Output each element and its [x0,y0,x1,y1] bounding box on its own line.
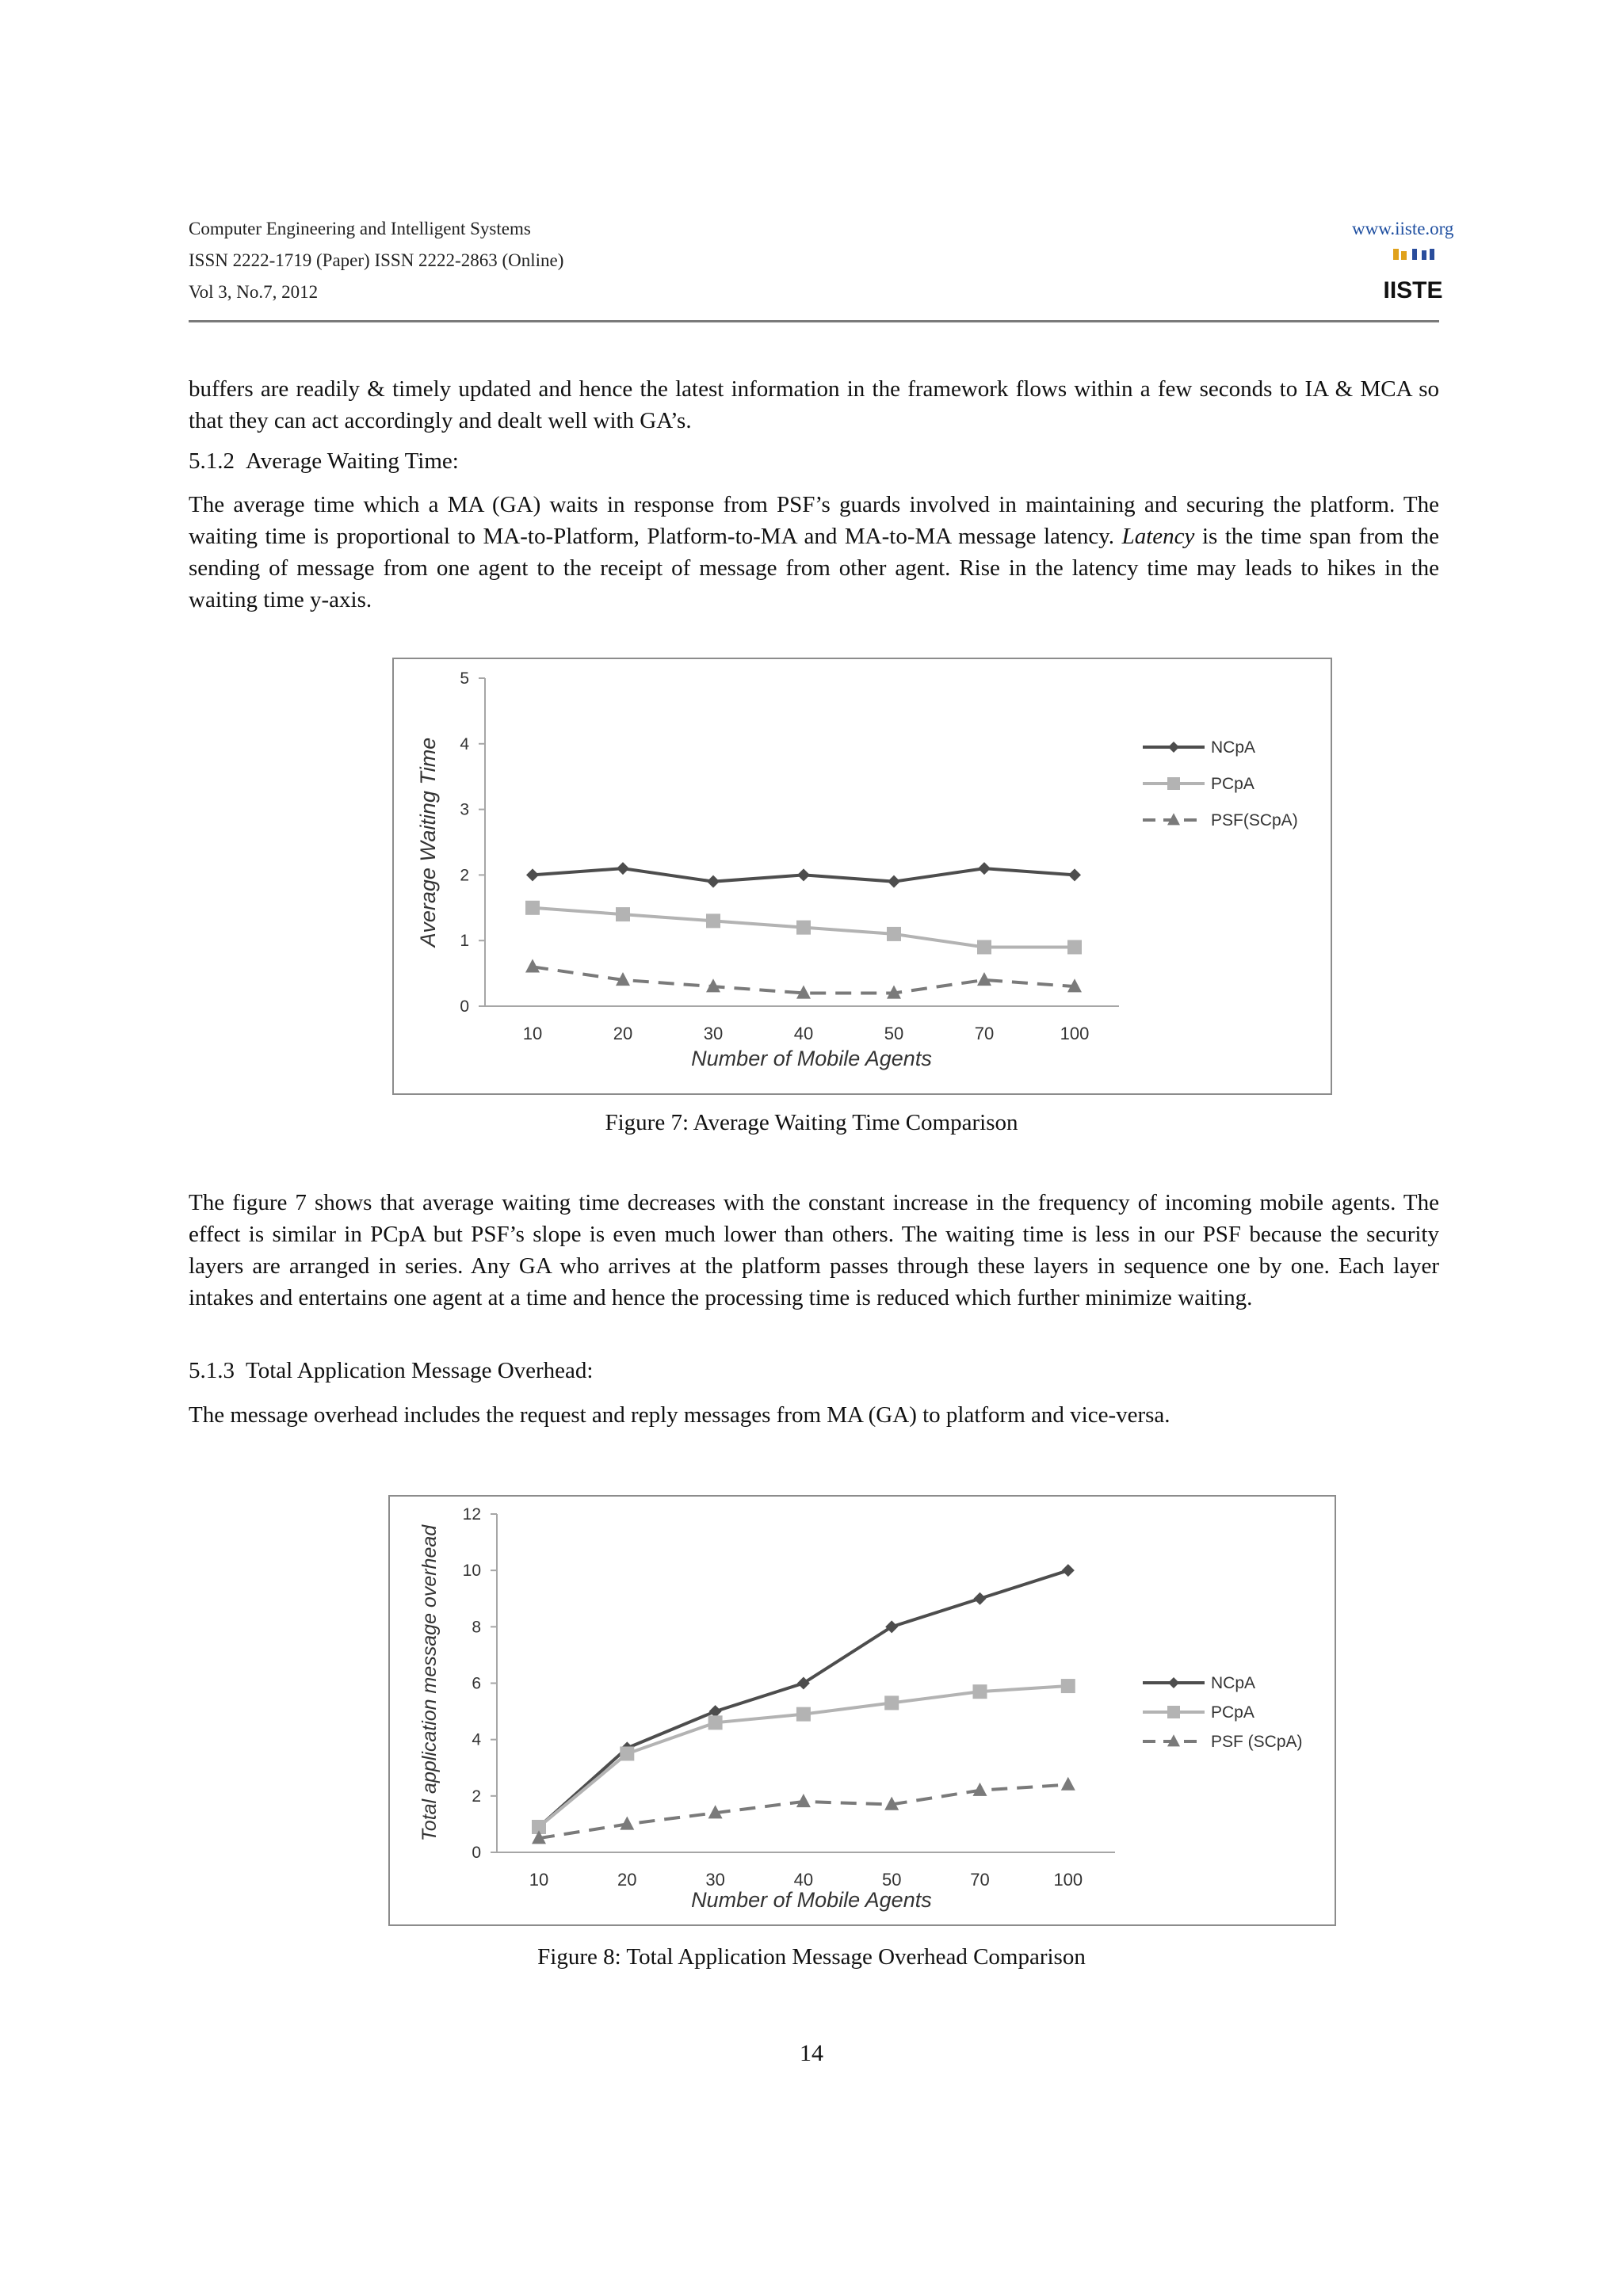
issn: ISSN 2222-1719 (Paper) ISSN 2222-2863 (Online) [189,250,564,270]
series-pcpa [532,1679,1075,1834]
section-title: Average Waiting Time: [246,448,459,474]
y-axis-label: Average Waiting Time [416,737,440,948]
series-psf-scpa [525,959,1082,998]
legend-label: PSF (SCpA) [1211,1733,1303,1751]
x-tick-label: 40 [793,1870,814,1890]
y-axis-label: Total application message overhead [418,1524,441,1842]
figure-7-frame [392,658,1332,1095]
legend-marker [1168,742,1179,753]
x-axis-label: Number of Mobile Agents [691,1047,932,1070]
legend-marker [1167,1706,1180,1718]
latency-term: Latency [1121,524,1195,549]
data-point [1062,1564,1075,1577]
x-tick-label: 20 [613,1024,633,1043]
data-point [1068,868,1081,881]
section-title: Total Application Message Overhead: [246,1358,594,1383]
x-tick-label: 100 [1060,1024,1090,1043]
series-line [539,1785,1068,1839]
x-tick-label: 50 [884,1024,904,1043]
section-number: 5.1.3 [189,1358,235,1383]
x-tick-label: 30 [703,1024,724,1043]
data-point [525,959,540,972]
journal-name: Computer Engineering and Intelligent Systems [189,219,531,238]
section-512-paragraph [189,489,1439,616]
paragraph-text: The average time which a MA (GA) waits in response from PSF’s guards involved in maintaining and securing the platform. The waiting time is proportional to MA-to-Platform, Platform-to-MA and MA-to-MA message latency. [189,492,1439,549]
legend-label: NCpA [1211,1674,1256,1692]
y-tick-label: 6 [472,1674,481,1693]
website-link[interactable]: www.iiste.org [1352,219,1454,238]
y-tick-label: 12 [462,1505,481,1524]
logo-text: IISTE [1383,277,1443,303]
y-tick-label: 2 [472,1787,481,1806]
y-tick-label: 4 [472,1730,481,1749]
data-point [974,1592,987,1605]
data-point [797,868,810,881]
data-point [620,1746,634,1760]
series-pcpa [525,901,1082,955]
y-tick-label: 1 [460,932,469,951]
data-point [796,921,811,935]
figure-7-caption: Figure 7: Average Waiting Time Comparison [605,1110,1018,1135]
legend-label: PCpA [1211,775,1254,793]
data-point [616,907,630,921]
iiste-logo [1383,247,1443,303]
series-line [539,1570,1068,1827]
figure-8-chart [390,1497,1335,1924]
data-point [973,1684,987,1699]
x-tick-label: 40 [793,1024,814,1043]
data-point [977,940,991,954]
y-tick-label: 2 [460,866,469,885]
series-psf-scpa [532,1777,1075,1844]
page-number: 14 [800,2040,823,2066]
section-513-paragraph: The message overhead includes the request and reply messages from MA (GA) to platform and vice-versa. [189,1402,1170,1428]
intro-paragraph: buffers are readily & timely updated and hence the latest information in the framework flows within a few seconds to IA & MCA so that they can act accordingly and dealt well with GA’s. [189,376,1439,433]
section-heading-512 [189,448,459,475]
data-point [617,862,629,875]
x-tick-label: 30 [705,1870,725,1890]
data-point [887,927,901,941]
x-tick-label: 10 [529,1870,549,1890]
legend-marker [1168,1677,1179,1688]
x-axis-label: Number of Mobile Agents [691,1888,932,1912]
legend-label: NCpA [1211,738,1256,757]
data-point [884,1695,899,1710]
y-tick-label: 0 [472,1844,481,1862]
y-tick-label: 3 [460,800,469,819]
volume-info: Vol 3, No.7, 2012 [189,282,319,302]
section-heading-513 [189,1358,593,1384]
y-tick-label: 4 [460,734,469,753]
legend-label: PSF(SCpA) [1211,811,1298,830]
header-rule [189,320,1439,322]
x-tick-label: 20 [617,1870,637,1890]
x-tick-label: 70 [970,1870,990,1890]
data-point [888,875,900,888]
section-number: 5.1.2 [189,448,235,474]
paragraph-text: is the time span from the sending of message from one agent to the receipt of message from other agent. Rise in the latency time may leads to hikes in the waiting time y-axis. [189,524,1439,612]
data-point [525,901,540,915]
figure-8-caption: Figure 8: Total Application Message Overhead Comparison [537,1944,1086,1970]
x-tick-label: 100 [1053,1870,1083,1890]
data-point [1061,1777,1075,1791]
data-point [706,913,720,928]
x-tick-label: 10 [522,1024,543,1043]
data-point [1061,1679,1075,1693]
x-tick-label: 70 [974,1024,995,1043]
y-tick-label: 8 [472,1618,481,1637]
data-point [526,868,539,881]
x-tick-label: 50 [881,1870,902,1890]
data-point [973,1783,987,1796]
figure-8-frame [388,1495,1336,1926]
y-tick-label: 10 [462,1562,481,1581]
data-point [796,1707,811,1722]
y-tick-label: 5 [460,669,469,688]
figure-7-discussion: The figure 7 shows that average waiting time decreases with the constant increase in the frequency of incoming mobile agents. The effect is similar in PCpA but PSF’s slope is even much lower than others. The waiting time is less in our PSF because the security layers are arranged in series. Any GA who arrives at the platform passes through these layers in sequence one by one. Each layer intakes and entertains one agent at a time and hence the processing time is reduced which further minimize waiting. [189,1190,1439,1310]
legend-label: PCpA [1211,1703,1254,1722]
figure-7-chart [394,659,1331,1093]
data-point [978,862,991,875]
legend-marker [1167,777,1180,790]
data-point [707,875,720,888]
data-point [620,1817,634,1830]
data-point [1067,940,1082,954]
series-ncpa [533,1564,1075,1833]
y-tick-label: 0 [460,997,469,1016]
series-ncpa [526,862,1081,888]
data-point [708,1715,723,1730]
data-point [796,1794,811,1807]
